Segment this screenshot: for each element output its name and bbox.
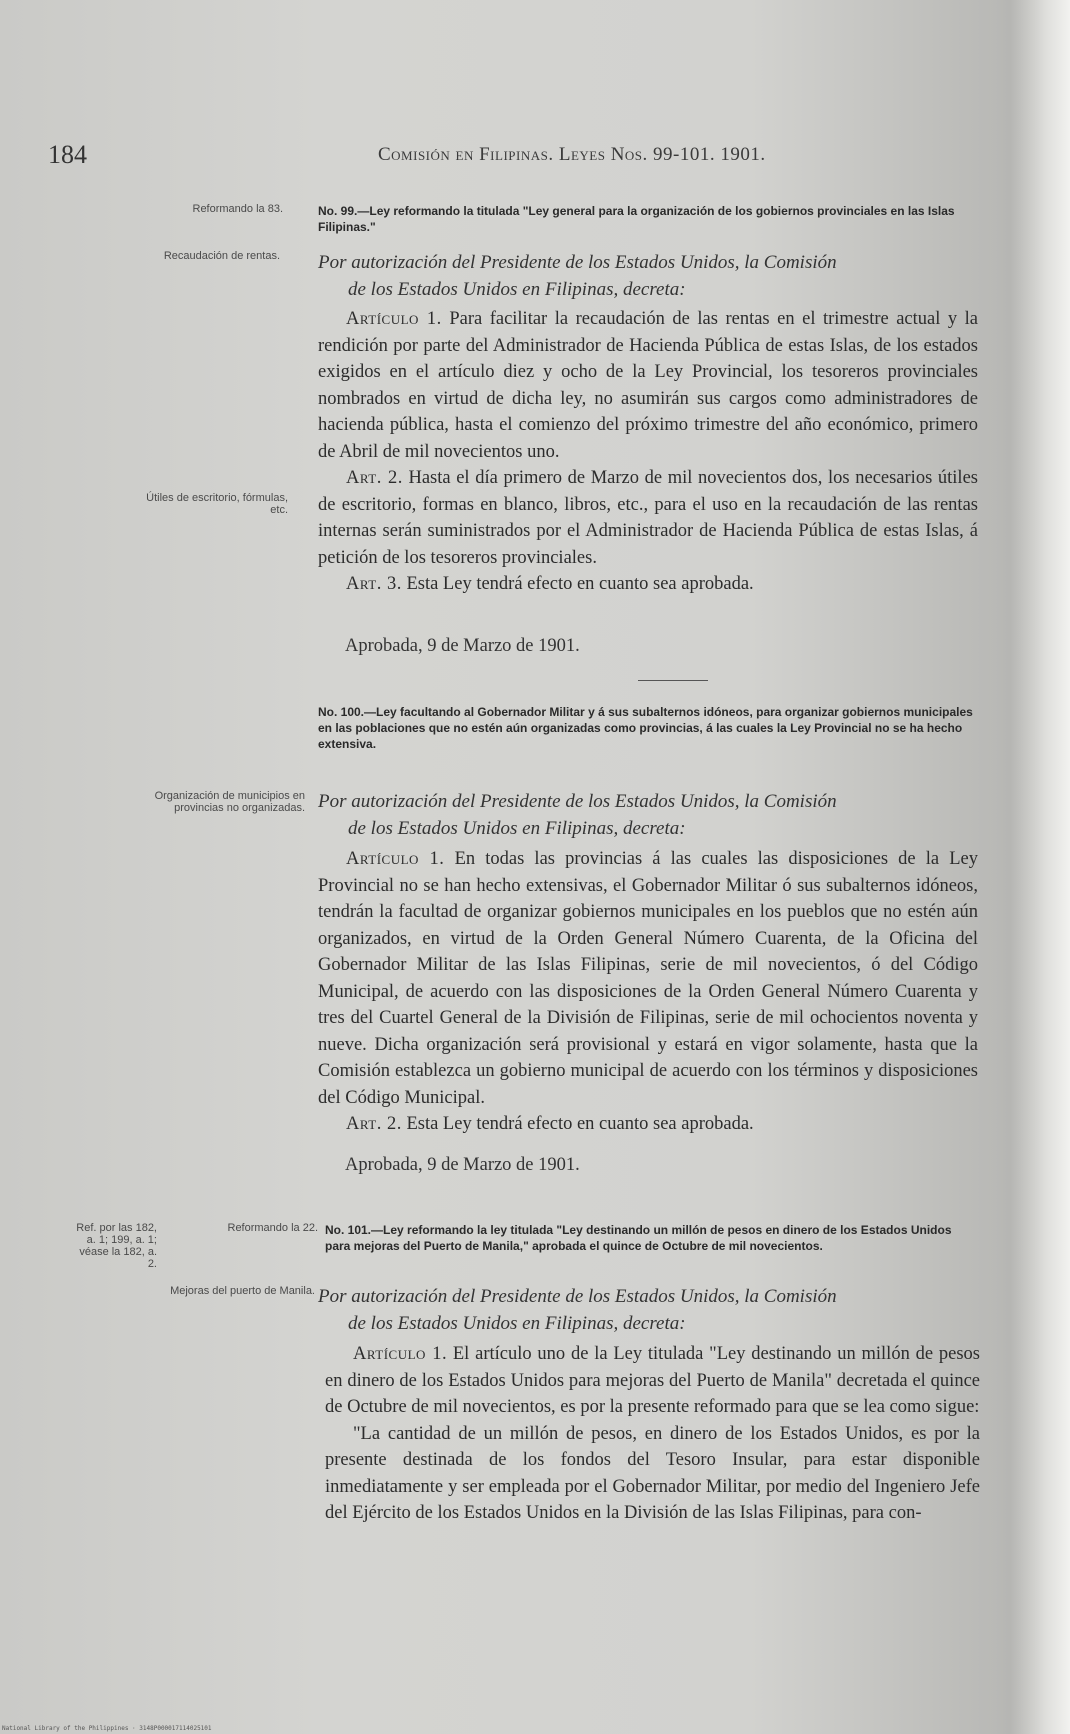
article-text: Hasta el día primero de Marzo de mil novecientos dos, los necesarios útiles de escritorio, formas en blanco, libros, etc., para el uso en la recaudación de las rentas internas serán suministrados por el Administrador de Hacienda Pública de estas Islas, á petición de los tesoreros provinciales. [318,468,978,568]
margin-note-ref-99: Reformando la 83. [192,203,283,215]
enacting-line-1: Por autorización del Presidente de los Estados Unidos, la Comisión [318,791,837,812]
article-label: Art. 3. [346,574,402,594]
section-divider [638,680,708,681]
approved-date-99: Aprobada, 9 de Marzo de 1901. [345,636,580,656]
article-label: Art. 2. [346,468,403,488]
enacting-clause-100 [318,788,978,842]
law-title-101 [325,1222,980,1254]
enacting-line-2: de los Estados Unidos en Filipinas, decreta: [348,1313,686,1334]
article-label: Art. 2. [346,1114,402,1134]
scan-footer: National Library of the Philippines · 3148P000017114025101 [2,1725,212,1732]
page-edge-highlight [1010,0,1070,1734]
article-label: Artículo 1. [346,309,442,329]
law-number-101: No. 101. [325,1223,372,1237]
law-body-99 [318,306,978,598]
law-number-100: No. 100. [318,705,365,719]
approved-date-100: Aprobada, 9 de Marzo de 1901. [345,1155,580,1175]
quoted-article-text: "La cantidad de un millón de pesos, en dinero de los Estados Unidos, es por la presente destinada de los fondos del Tesoro Insular, para estar disponible inmediatamente y ser empleada por el Gobernador Militar, por medio del Ingeniero Jefe del Ejército de los Estados Unidos en la División de las Islas Filipinas, para con- [325,1423,980,1523]
law-title-99 [318,203,978,235]
article-1-101 [325,1341,980,1421]
article-1-100 [318,846,978,1111]
enacting-clause-99 [318,249,978,303]
law-number-99: No. 99. [318,204,358,218]
article-2-99 [318,465,978,571]
margin-note-topic-100: Organización de municipios en provincias no organizadas. [154,790,305,814]
enacting-line-2: de los Estados Unidos en Filipinas, decreta: [348,279,686,300]
article-label: Artículo 1. [346,849,445,869]
enacting-line-1: Por autorización del Presidente de los Estados Unidos, la Comisión [318,252,837,273]
law-title-text-100: —Ley facultando al Gobernador Militar y á sus subalternos idóneos, para organizar gobiernos municipales en las poblaciones que no estén aún organizadas como provincias, á las cuales la Ley Provincial no se ha hecho extensiva. [318,705,973,751]
enacting-line-2: de los Estados Unidos en Filipinas, decreta: [348,818,686,839]
enacting-clause-101 [318,1283,978,1337]
article-3-99 [318,571,978,598]
law-title-100 [318,704,978,752]
article-text: Para facilitar la recaudación de las rentas en el trimestre actual y la rendición por parte del Administrador de Hacienda Pública de estas Islas, de los estados exigidos en el artículo diez y ocho de la Ley Provincial, los tesoreros provinciales nombrados en virtud de dicha ley, no asumirán sus cargos como administradores de hacienda pública, hasta el comienzo del próximo trimestre del año económico, primero de Abril de mil novecientos uno. [318,309,979,462]
article-text: Esta Ley tendrá efecto en cuanto sea aprobada. [406,1114,754,1134]
article-text: El artículo uno de la Ley titulada "Ley destinando un millón de pesos en dinero de los Estados Unidos para mejoras del Puerto de Manila" decretada el quince de Octubre de mil novecientos, es por la presente reformado para que se lea como sigue: [325,1344,980,1417]
law-body-101 [325,1341,980,1527]
margin-note-art2-99: Útiles de escritorio, fórmulas, etc. [146,492,288,516]
article-1-99 [318,306,978,465]
law-title-text-99: —Ley reformando la titulada "Ley general para la organización de los gobiernos provinciales en las Islas Filipinas." [318,204,955,234]
law-title-text-101: —Ley reformando la ley titulada "Ley destinando un millón de pesos en dinero de los Estados Unidos para mejoras del Puerto de Manila," aprobada el quince de Octubre de mil novecientos. [325,1223,952,1253]
enacting-line-1: Por autorización del Presidente de los Estados Unidos, la Comisión [318,1286,837,1307]
margin-note-topic-101: Mejoras del puerto de Manila. [170,1285,315,1297]
law-body-100 [318,846,978,1138]
running-head: Comisión en Filipinas. Leyes Nos. 99-101. 1901. [378,144,766,165]
page-number: 184 [48,140,87,169]
article-label: Artículo 1. [353,1344,448,1364]
margin-note-topic-99: Recaudación de rentas. [163,250,280,262]
article-text: Esta Ley tendrá efecto en cuanto sea aprobada. [406,574,754,594]
article-text: En todas las provincias á las cuales las disposiciones de la Ley Provincial no se han hecho extensivas, el Gobernador Militar ó sus subalternos idóneos, tendrán la facultad de organizar gobiernos municipales en los pueblos que no estén aún organizados, en virtud de la Orden General Número Cuarenta, de la Oficina del Gobernador Militar de las Islas Filipinas, serie de mil novecientos, ó del Código Municipal, de acuerdo con las disposiciones de la Orden General Número Cuarenta y tres del Cuartel General de la División de Filipinas, serie de mil ochocientos noventa y nueve. Dicha organización será provisional y estará en vigor solamente, hasta que la Comisión establezca un gobierno municipal de acuerdo con los términos y disposiciones del Código Municipal. [318,849,979,1108]
page-header [48,140,908,180]
article-2-100 [318,1111,978,1138]
margin-note-refs-101: Ref. por las 182, a. 1; 199, a. 1; véase la 182, a. 2. [76,1222,157,1270]
margin-note-ref-101: Reformando la 22. [227,1222,318,1234]
